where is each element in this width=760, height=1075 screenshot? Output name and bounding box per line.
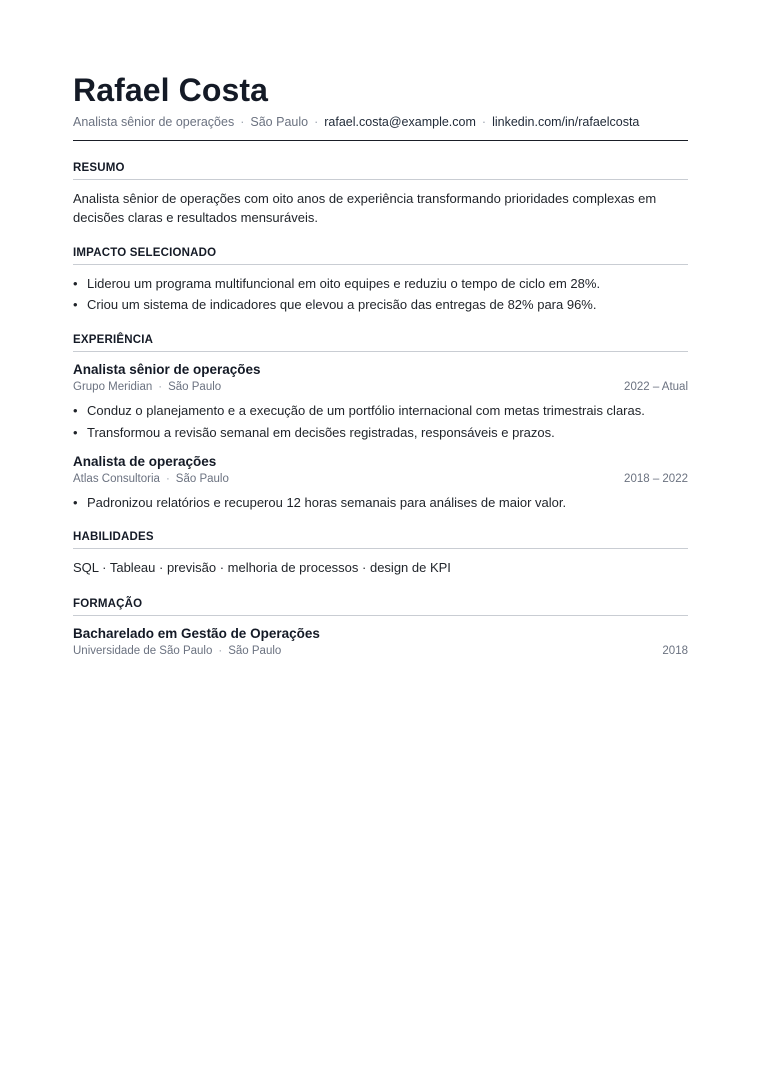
email-link[interactable]: rafael.costa@example.com bbox=[324, 115, 476, 129]
job-company: Grupo Meridian bbox=[73, 381, 153, 393]
bullet-icon: • bbox=[73, 297, 78, 312]
separator: · bbox=[240, 115, 245, 129]
candidate-name: Rafael Costa bbox=[73, 72, 269, 108]
education-school: Universidade de São Paulo bbox=[73, 645, 213, 657]
job-dates: 2018 – 2022 bbox=[624, 473, 688, 485]
impact-item bbox=[73, 296, 688, 313]
impact-item-text: Liderou um programa multifuncional em oito equipes e reduziu o tempo de ciclo em 28%. bbox=[87, 276, 601, 291]
separator: · bbox=[158, 381, 163, 393]
section-title-experience: EXPERIÊNCIA bbox=[73, 334, 154, 346]
section-title-skills: HABILIDADES bbox=[73, 531, 154, 543]
contact-line bbox=[73, 114, 639, 130]
section-divider bbox=[73, 548, 688, 549]
linkedin-link[interactable]: linkedin.com/in/rafaelcosta bbox=[492, 115, 640, 129]
separator: · bbox=[218, 645, 223, 657]
job-company: Atlas Consultoria bbox=[73, 473, 160, 485]
job-location: São Paulo bbox=[175, 473, 229, 485]
job-bullet-text: Conduz o planejamento e a execução de um portfólio internacional com metas trimestrais claras. bbox=[87, 403, 645, 418]
skills-text: SQL · Tableau · previsão · melhoria de processos · design de KPI bbox=[73, 560, 451, 575]
contact-title: Analista sênior de operações bbox=[73, 115, 235, 129]
job-bullet bbox=[73, 494, 688, 511]
education-location: São Paulo bbox=[228, 645, 282, 657]
bullet-icon: • bbox=[73, 425, 78, 440]
section-divider bbox=[73, 615, 688, 616]
job-bullet-text: Transformou a revisão semanal em decisões registradas, responsáveis e prazos. bbox=[87, 425, 555, 440]
separator: · bbox=[314, 115, 319, 129]
section-divider bbox=[73, 179, 688, 180]
education-degree: Bacharelado em Gestão de Operações bbox=[73, 626, 320, 641]
impact-item-text: Criou um sistema de indicadores que elevou a precisão das entregas de 82% para 96%. bbox=[87, 297, 597, 312]
job-bullet bbox=[73, 424, 688, 441]
bullet-icon: • bbox=[73, 403, 78, 418]
separator: · bbox=[165, 473, 170, 485]
section-title-education: FORMAÇÃO bbox=[73, 598, 143, 610]
education-year: 2018 bbox=[662, 645, 688, 657]
job-meta bbox=[73, 472, 688, 487]
job-meta bbox=[73, 380, 688, 395]
bullet-icon: • bbox=[73, 276, 78, 291]
separator: · bbox=[481, 115, 487, 129]
header-divider bbox=[73, 140, 688, 141]
job-role: Analista sênior de operações bbox=[73, 362, 261, 377]
bullet-icon: • bbox=[73, 495, 78, 510]
impact-item bbox=[73, 275, 688, 292]
section-divider bbox=[73, 264, 688, 265]
job-bullet bbox=[73, 402, 688, 419]
section-divider bbox=[73, 351, 688, 352]
job-location: São Paulo bbox=[168, 381, 222, 393]
section-title-impact: IMPACTO SELECIONADO bbox=[73, 247, 217, 259]
education-meta bbox=[73, 644, 688, 659]
job-bullet-text: Padronizou relatórios e recuperou 12 horas semanais para análises de maior valor. bbox=[87, 495, 567, 510]
summary-text: Analista sênior de operações com oito anos de experiência transformando prioridades complexas em decisões claras e resultados mensuráveis. bbox=[73, 191, 657, 225]
job-role: Analista de operações bbox=[73, 454, 217, 469]
section-title-summary: RESUMO bbox=[73, 162, 125, 174]
job-dates: 2022 – Atual bbox=[624, 381, 688, 393]
contact-location: São Paulo bbox=[250, 115, 309, 129]
